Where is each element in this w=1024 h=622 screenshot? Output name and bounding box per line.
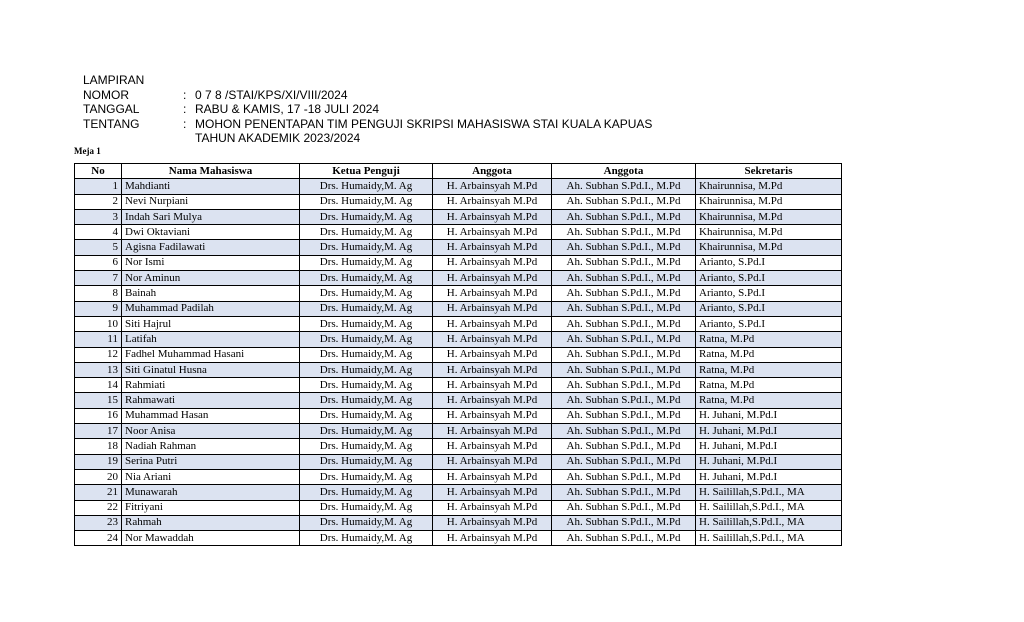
academic-year: TAHUN AKADEMIK 2023/2024 bbox=[195, 131, 361, 146]
section-label: Meja 1 bbox=[74, 146, 101, 156]
cell-no: 14 bbox=[75, 378, 122, 393]
table-row bbox=[75, 332, 842, 347]
cell-nama-mahasiswa: Muhammad Hasan bbox=[122, 408, 300, 423]
cell-anggota-2: Ah. Subhan S.Pd.I., M.Pd bbox=[552, 439, 696, 454]
table-body bbox=[75, 179, 842, 546]
cell-sekretaris: H. Sailillah,S.Pd.I., MA bbox=[696, 531, 842, 546]
cell-nama-mahasiswa: Indah Sari Mulya bbox=[122, 209, 300, 224]
table-row bbox=[75, 378, 842, 393]
cell-anggota-2: Ah. Subhan S.Pd.I., M.Pd bbox=[552, 301, 696, 316]
cell-ketua-penguji: Drs. Humaidy,M. Ag bbox=[300, 378, 433, 393]
cell-anggota-1: H. Arbainsyah M.Pd bbox=[433, 393, 552, 408]
table-row bbox=[75, 301, 842, 316]
cell-anggota-2: Ah. Subhan S.Pd.I., M.Pd bbox=[552, 378, 696, 393]
cell-sekretaris: H. Juhani, M.Pd.I bbox=[696, 424, 842, 439]
table-row bbox=[75, 362, 842, 377]
cell-no: 13 bbox=[75, 362, 122, 377]
cell-nama-mahasiswa: Rahmah bbox=[122, 515, 300, 530]
cell-sekretaris: H. Juhani, M.Pd.I bbox=[696, 469, 842, 484]
table-row bbox=[75, 347, 842, 362]
field-key: TENTANG bbox=[83, 116, 140, 131]
cell-anggota-2: Ah. Subhan S.Pd.I., M.Pd bbox=[552, 531, 696, 546]
cell-ketua-penguji: Drs. Humaidy,M. Ag bbox=[300, 408, 433, 423]
cell-sekretaris: Khairunnisa, M.Pd bbox=[696, 240, 842, 255]
header-field-nomor bbox=[83, 88, 652, 103]
cell-sekretaris: H. Sailillah,S.Pd.I., MA bbox=[696, 485, 842, 500]
cell-anggota-1: H. Arbainsyah M.Pd bbox=[433, 500, 552, 515]
cell-sekretaris: Ratna, M.Pd bbox=[696, 332, 842, 347]
cell-ketua-penguji: Drs. Humaidy,M. Ag bbox=[300, 225, 433, 240]
cell-no: 19 bbox=[75, 454, 122, 469]
cell-anggota-2: Ah. Subhan S.Pd.I., M.Pd bbox=[552, 500, 696, 515]
cell-anggota-2: Ah. Subhan S.Pd.I., M.Pd bbox=[552, 179, 696, 194]
table-header-row bbox=[75, 164, 842, 179]
cell-anggota-1: H. Arbainsyah M.Pd bbox=[433, 286, 552, 301]
cell-ketua-penguji: Drs. Humaidy,M. Ag bbox=[300, 439, 433, 454]
field-key: NOMOR bbox=[83, 87, 129, 102]
table-row bbox=[75, 255, 842, 270]
cell-anggota-1: H. Arbainsyah M.Pd bbox=[433, 378, 552, 393]
cell-anggota-1: H. Arbainsyah M.Pd bbox=[433, 332, 552, 347]
cell-anggota-2: Ah. Subhan S.Pd.I., M.Pd bbox=[552, 194, 696, 209]
cell-anggota-2: Ah. Subhan S.Pd.I., M.Pd bbox=[552, 362, 696, 377]
table-row bbox=[75, 225, 842, 240]
cell-no: 9 bbox=[75, 301, 122, 316]
cell-nama-mahasiswa: Latifah bbox=[122, 332, 300, 347]
cell-nama-mahasiswa: Munawarah bbox=[122, 485, 300, 500]
cell-ketua-penguji: Drs. Humaidy,M. Ag bbox=[300, 469, 433, 484]
cell-sekretaris: Ratna, M.Pd bbox=[696, 378, 842, 393]
cell-ketua-penguji: Drs. Humaidy,M. Ag bbox=[300, 316, 433, 331]
cell-sekretaris: Arianto, S.Pd.I bbox=[696, 255, 842, 270]
table-row bbox=[75, 469, 842, 484]
field-colon: : bbox=[183, 87, 187, 102]
cell-nama-mahasiswa: Nadiah Rahman bbox=[122, 439, 300, 454]
table-row bbox=[75, 454, 842, 469]
table-row bbox=[75, 485, 842, 500]
cell-ketua-penguji: Drs. Humaidy,M. Ag bbox=[300, 240, 433, 255]
cell-nama-mahasiswa: Siti Ginatul Husna bbox=[122, 362, 300, 377]
cell-anggota-2: Ah. Subhan S.Pd.I., M.Pd bbox=[552, 271, 696, 286]
table-row bbox=[75, 286, 842, 301]
cell-nama-mahasiswa: Agisna Fadilawati bbox=[122, 240, 300, 255]
cell-no: 17 bbox=[75, 424, 122, 439]
cell-nama-mahasiswa: Fitriyani bbox=[122, 500, 300, 515]
cell-anggota-1: H. Arbainsyah M.Pd bbox=[433, 301, 552, 316]
cell-anggota-1: H. Arbainsyah M.Pd bbox=[433, 531, 552, 546]
table-row bbox=[75, 408, 842, 423]
cell-nama-mahasiswa: Rahmiati bbox=[122, 378, 300, 393]
cell-anggota-2: Ah. Subhan S.Pd.I., M.Pd bbox=[552, 515, 696, 530]
cell-sekretaris: H. Sailillah,S.Pd.I., MA bbox=[696, 500, 842, 515]
cell-no: 21 bbox=[75, 485, 122, 500]
cell-sekretaris: Arianto, S.Pd.I bbox=[696, 286, 842, 301]
cell-nama-mahasiswa: Mahdianti bbox=[122, 179, 300, 194]
cell-anggota-1: H. Arbainsyah M.Pd bbox=[433, 362, 552, 377]
cell-anggota-2: Ah. Subhan S.Pd.I., M.Pd bbox=[552, 393, 696, 408]
cell-ketua-penguji: Drs. Humaidy,M. Ag bbox=[300, 301, 433, 316]
cell-sekretaris: Ratna, M.Pd bbox=[696, 393, 842, 408]
table-row bbox=[75, 439, 842, 454]
cell-no: 1 bbox=[75, 179, 122, 194]
cell-anggota-2: Ah. Subhan S.Pd.I., M.Pd bbox=[552, 225, 696, 240]
lampiran-label: LAMPIRAN bbox=[83, 73, 145, 87]
document-header bbox=[83, 73, 652, 146]
cell-ketua-penguji: Drs. Humaidy,M. Ag bbox=[300, 179, 433, 194]
cell-anggota-2: Ah. Subhan S.Pd.I., M.Pd bbox=[552, 347, 696, 362]
cell-anggota-1: H. Arbainsyah M.Pd bbox=[433, 454, 552, 469]
cell-nama-mahasiswa: Siti Hajrul bbox=[122, 316, 300, 331]
header-nama-mahasiswa: Nama Mahasiswa bbox=[122, 164, 300, 179]
cell-no: 18 bbox=[75, 439, 122, 454]
cell-sekretaris: Ratna, M.Pd bbox=[696, 362, 842, 377]
cell-sekretaris: Khairunnisa, M.Pd bbox=[696, 225, 842, 240]
table-row bbox=[75, 393, 842, 408]
cell-nama-mahasiswa: Muhammad Padilah bbox=[122, 301, 300, 316]
field-value: 0 7 8 /STAI/KPS/XI/VIII/2024 bbox=[195, 87, 348, 102]
cell-nama-mahasiswa: Nor Mawaddah bbox=[122, 531, 300, 546]
cell-anggota-1: H. Arbainsyah M.Pd bbox=[433, 225, 552, 240]
cell-ketua-penguji: Drs. Humaidy,M. Ag bbox=[300, 271, 433, 286]
field-colon: : bbox=[183, 116, 187, 131]
cell-anggota-1: H. Arbainsyah M.Pd bbox=[433, 194, 552, 209]
cell-anggota-1: H. Arbainsyah M.Pd bbox=[433, 515, 552, 530]
cell-anggota-2: Ah. Subhan S.Pd.I., M.Pd bbox=[552, 209, 696, 224]
cell-sekretaris: H. Sailillah,S.Pd.I., MA bbox=[696, 515, 842, 530]
cell-ketua-penguji: Drs. Humaidy,M. Ag bbox=[300, 194, 433, 209]
cell-nama-mahasiswa: Rahmawati bbox=[122, 393, 300, 408]
cell-sekretaris: Khairunnisa, M.Pd bbox=[696, 194, 842, 209]
cell-anggota-2: Ah. Subhan S.Pd.I., M.Pd bbox=[552, 424, 696, 439]
cell-ketua-penguji: Drs. Humaidy,M. Ag bbox=[300, 454, 433, 469]
cell-no: 6 bbox=[75, 255, 122, 270]
cell-anggota-2: Ah. Subhan S.Pd.I., M.Pd bbox=[552, 408, 696, 423]
field-value: RABU & KAMIS, 17 -18 JULI 2024 bbox=[195, 102, 380, 117]
cell-nama-mahasiswa: Nevi Nurpiani bbox=[122, 194, 300, 209]
cell-no: 4 bbox=[75, 225, 122, 240]
cell-ketua-penguji: Drs. Humaidy,M. Ag bbox=[300, 286, 433, 301]
header-field-tanggal bbox=[83, 102, 652, 117]
cell-anggota-2: Ah. Subhan S.Pd.I., M.Pd bbox=[552, 485, 696, 500]
cell-sekretaris: Arianto, S.Pd.I bbox=[696, 301, 842, 316]
cell-anggota-1: H. Arbainsyah M.Pd bbox=[433, 209, 552, 224]
cell-ketua-penguji: Drs. Humaidy,M. Ag bbox=[300, 424, 433, 439]
cell-nama-mahasiswa: Noor Anisa bbox=[122, 424, 300, 439]
cell-no: 7 bbox=[75, 271, 122, 286]
cell-anggota-2: Ah. Subhan S.Pd.I., M.Pd bbox=[552, 454, 696, 469]
cell-no: 22 bbox=[75, 500, 122, 515]
cell-anggota-1: H. Arbainsyah M.Pd bbox=[433, 485, 552, 500]
cell-anggota-2: Ah. Subhan S.Pd.I., M.Pd bbox=[552, 255, 696, 270]
table-row bbox=[75, 271, 842, 286]
header-anggota-1: Anggota bbox=[433, 164, 552, 179]
header-field-tentang bbox=[83, 117, 652, 132]
cell-no: 24 bbox=[75, 531, 122, 546]
cell-anggota-2: Ah. Subhan S.Pd.I., M.Pd bbox=[552, 332, 696, 347]
cell-ketua-penguji: Drs. Humaidy,M. Ag bbox=[300, 209, 433, 224]
field-colon: : bbox=[183, 102, 187, 117]
cell-no: 12 bbox=[75, 347, 122, 362]
cell-nama-mahasiswa: Bainah bbox=[122, 286, 300, 301]
cell-no: 23 bbox=[75, 515, 122, 530]
cell-no: 16 bbox=[75, 408, 122, 423]
cell-sekretaris: H. Juhani, M.Pd.I bbox=[696, 454, 842, 469]
cell-no: 5 bbox=[75, 240, 122, 255]
table-row bbox=[75, 179, 842, 194]
cell-no: 20 bbox=[75, 469, 122, 484]
cell-nama-mahasiswa: Serina Putri bbox=[122, 454, 300, 469]
cell-sekretaris: Khairunnisa, M.Pd bbox=[696, 179, 842, 194]
cell-anggota-2: Ah. Subhan S.Pd.I., M.Pd bbox=[552, 469, 696, 484]
table-row bbox=[75, 240, 842, 255]
cell-no: 3 bbox=[75, 209, 122, 224]
cell-ketua-penguji: Drs. Humaidy,M. Ag bbox=[300, 500, 433, 515]
table-row bbox=[75, 194, 842, 209]
cell-ketua-penguji: Drs. Humaidy,M. Ag bbox=[300, 347, 433, 362]
table-row bbox=[75, 500, 842, 515]
cell-anggota-1: H. Arbainsyah M.Pd bbox=[433, 179, 552, 194]
cell-anggota-1: H. Arbainsyah M.Pd bbox=[433, 424, 552, 439]
cell-anggota-2: Ah. Subhan S.Pd.I., M.Pd bbox=[552, 316, 696, 331]
cell-nama-mahasiswa: Nor Aminun bbox=[122, 271, 300, 286]
header-ketua-penguji: Ketua Penguji bbox=[300, 164, 433, 179]
cell-sekretaris: H. Juhani, M.Pd.I bbox=[696, 439, 842, 454]
cell-nama-mahasiswa: Nor Ismi bbox=[122, 255, 300, 270]
cell-ketua-penguji: Drs. Humaidy,M. Ag bbox=[300, 531, 433, 546]
cell-sekretaris: Arianto, S.Pd.I bbox=[696, 316, 842, 331]
cell-ketua-penguji: Drs. Humaidy,M. Ag bbox=[300, 485, 433, 500]
cell-anggota-1: H. Arbainsyah M.Pd bbox=[433, 439, 552, 454]
cell-no: 11 bbox=[75, 332, 122, 347]
cell-no: 8 bbox=[75, 286, 122, 301]
cell-anggota-1: H. Arbainsyah M.Pd bbox=[433, 408, 552, 423]
header-anggota-2: Anggota bbox=[552, 164, 696, 179]
cell-nama-mahasiswa: Nia Ariani bbox=[122, 469, 300, 484]
table-row bbox=[75, 316, 842, 331]
cell-no: 2 bbox=[75, 194, 122, 209]
cell-sekretaris: Ratna, M.Pd bbox=[696, 347, 842, 362]
cell-no: 15 bbox=[75, 393, 122, 408]
header-sekretaris: Sekretaris bbox=[696, 164, 842, 179]
table-row bbox=[75, 209, 842, 224]
cell-anggota-1: H. Arbainsyah M.Pd bbox=[433, 316, 552, 331]
table-row bbox=[75, 531, 842, 546]
cell-nama-mahasiswa: Dwi Oktaviani bbox=[122, 225, 300, 240]
field-key: TANGGAL bbox=[83, 102, 140, 117]
cell-ketua-penguji: Drs. Humaidy,M. Ag bbox=[300, 515, 433, 530]
cell-sekretaris: Khairunnisa, M.Pd bbox=[696, 209, 842, 224]
cell-sekretaris: Arianto, S.Pd.I bbox=[696, 271, 842, 286]
cell-anggota-1: H. Arbainsyah M.Pd bbox=[433, 469, 552, 484]
table-row bbox=[75, 424, 842, 439]
cell-ketua-penguji: Drs. Humaidy,M. Ag bbox=[300, 332, 433, 347]
examiner-table bbox=[74, 163, 842, 546]
cell-anggota-1: H. Arbainsyah M.Pd bbox=[433, 347, 552, 362]
cell-anggota-2: Ah. Subhan S.Pd.I., M.Pd bbox=[552, 240, 696, 255]
cell-no: 10 bbox=[75, 316, 122, 331]
field-value: MOHON PENENTAPAN TIM PENGUJI SKRIPSI MAHASISWA STAI KUALA KAPUAS bbox=[195, 116, 653, 131]
header-no: No bbox=[75, 164, 122, 179]
cell-anggota-1: H. Arbainsyah M.Pd bbox=[433, 271, 552, 286]
cell-nama-mahasiswa: Fadhel Muhammad Hasani bbox=[122, 347, 300, 362]
cell-anggota-1: H. Arbainsyah M.Pd bbox=[433, 240, 552, 255]
cell-anggota-1: H. Arbainsyah M.Pd bbox=[433, 255, 552, 270]
cell-ketua-penguji: Drs. Humaidy,M. Ag bbox=[300, 255, 433, 270]
cell-ketua-penguji: Drs. Humaidy,M. Ag bbox=[300, 393, 433, 408]
cell-sekretaris: H. Juhani, M.Pd.I bbox=[696, 408, 842, 423]
table-row bbox=[75, 515, 842, 530]
cell-ketua-penguji: Drs. Humaidy,M. Ag bbox=[300, 362, 433, 377]
cell-anggota-2: Ah. Subhan S.Pd.I., M.Pd bbox=[552, 286, 696, 301]
